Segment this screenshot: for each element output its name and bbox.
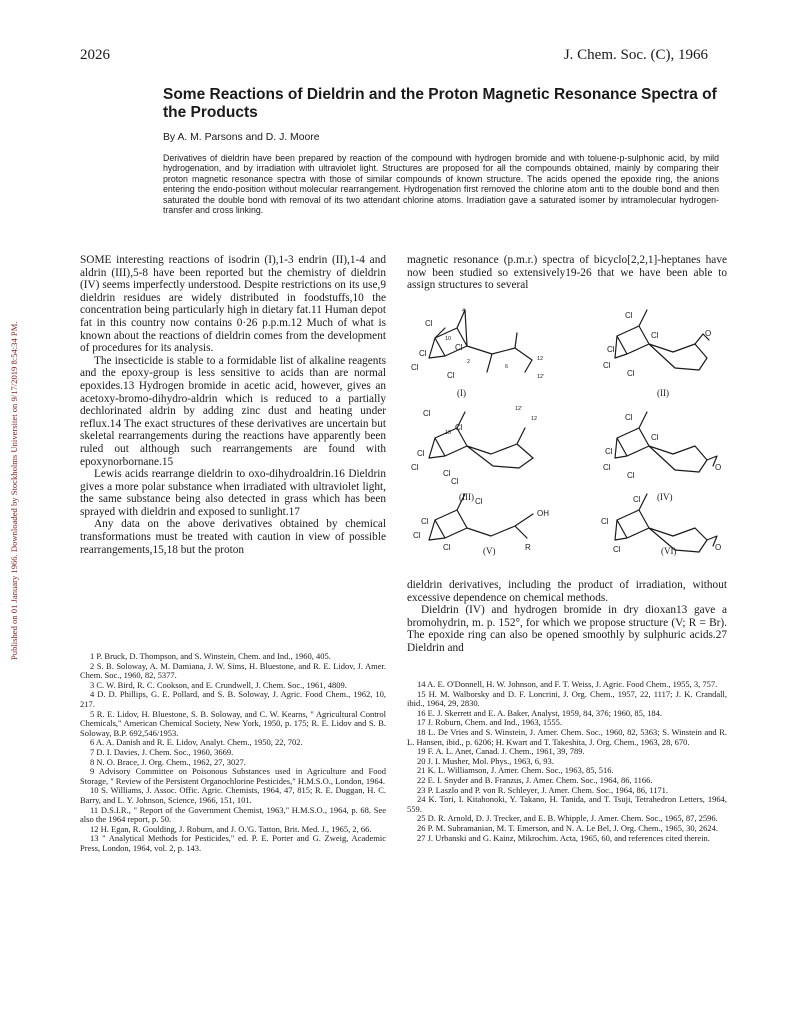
position-label: 10 bbox=[445, 336, 452, 342]
references-left bbox=[80, 652, 386, 853]
publication-stamp-text: Published on 01 January 1966. Downloaded by Stockholms Universitet on 9/17/2019 8:54:34 PM. bbox=[9, 321, 19, 660]
atom-label: Cl bbox=[411, 363, 419, 372]
structure-label-III: (III) bbox=[459, 492, 474, 502]
reference-item: 18 L. De Vries and S. Winstein, J. Amer. Chem. Soc., 1960, 82, 5363; S. Winstein and R. L. Hansen, ibid., p. 6206; H. Kwart and T. Takeshita, J. Org. Chem., 1963, 28, 670. bbox=[407, 726, 727, 747]
journal-reference: J. Chem. Soc. (C), 1966 bbox=[563, 47, 708, 63]
atom-label: Cl bbox=[627, 369, 635, 378]
reference-item: 5 R. E. Lidov, H. Bluestone, S. B. Soloway, and C. W. Kearns, " Agricultural Control Chemicals," American Chemical Society, New York, 1950, p. 175; R. E. Lidov and S. B. Soloway, B.P. 692,546/1953. bbox=[80, 708, 386, 738]
atom-label: Cl bbox=[601, 517, 609, 526]
paragraph-intro: SOME interesting reactions of isodrin (I),1-3 endrin (II),1-4 and aldrin (III),5-8 have been reported but the chemistry of dieldrin (IV) seems imperfectly understood. Despite restrictions on its use,9 dieldrin residues are widely distributed in foodstuffs,10 the concentration being particularly high in dietary fat.11 Human depot fat in this country now contains 0·26 p.p.m.12 Much of what is known about the reactions of dieldrin comes from the development of procedures for its analysis. bbox=[80, 254, 386, 355]
reference-item: 21 K. L. Williamson, J. Amer. Chem. Soc., 1963, 85, 516. bbox=[417, 765, 614, 776]
position-label: 12' bbox=[537, 374, 545, 380]
reference-item: 14 A. E. O'Donnell, H. W. Johnson, and F. T. Weiss, J. Agric. Food Chem., 1955, 3, 757. bbox=[417, 679, 718, 689]
atom-label: Cl bbox=[603, 361, 611, 370]
reference-item: 13 " Analytical Methods for Pesticides," ed. P. E. Porter and G. Zweig, Academic Press, London, 1964, vol. 2, p. 143. bbox=[80, 833, 386, 853]
reference-item: 19 F. A. L. Anet, Canad. J. Chem., 1961, 39, 789. bbox=[417, 746, 585, 757]
atom-label: Cl bbox=[447, 371, 455, 380]
atom-label: Cl bbox=[443, 469, 451, 478]
atom-label: Cl bbox=[455, 423, 463, 432]
structure-VI bbox=[601, 494, 721, 556]
structure-label-V: (V) bbox=[483, 546, 496, 556]
chemical-structures-figure bbox=[407, 288, 727, 560]
atom-label: Cl bbox=[627, 471, 635, 480]
position-label: 6 bbox=[505, 364, 509, 370]
article-abstract: Derivatives of dieldrin have been prepared by reaction of the compound with hydrogen bromide and with toluene-p-sulphonic acid, by mild hydrogenation, and by irradiation with ultraviolet light. Structures are proposed for all the compounds obtained, mainly by comparing their proton magnetic resonance spectra with those of similar compounds of known structure. The acids opened the epoxide ring, the anions entering the endo-position without molecular rearrangement. Hydrogenation first removed the chlorine atom anti to the double bond and then saturated the double bond with removal of its two attendant chlorine atoms. Irradiation gave a saturated isomer by intramolecular hydrogen-transfer and cross linking. bbox=[163, 153, 719, 216]
position-label: 4 bbox=[462, 308, 466, 314]
article-title: Some Reactions of Dieldrin and the Proton Magnetic Resonance Spectra of the Products bbox=[163, 86, 717, 121]
reference-item: 17 J. Roburn, Chem. and Ind., 1963, 1555. bbox=[417, 717, 562, 728]
references-right bbox=[407, 680, 727, 843]
reference-item: 2 S. B. Soloway, A. M. Damiana, J. W. Sims, H. Bluestone, and R. E. Lidov, J. Amer. Chem. Soc., 1960, 82, 5377. bbox=[80, 660, 386, 681]
paragraph-derivatives: dieldrin derivatives, including the product of irradiation, without excessive dependence on chemical methods. bbox=[407, 579, 727, 604]
structure-I bbox=[411, 308, 544, 398]
atom-label: Cl bbox=[425, 319, 433, 328]
atom-label: Cl bbox=[451, 477, 459, 486]
atom-label: Cl bbox=[613, 545, 621, 554]
atom-label: Cl bbox=[633, 495, 641, 504]
reference-item: 4 D. D. Phillips, G. E. Pollard, and S. B. Soloway, J. Agric. Food Chem., 1962, 10, 217. bbox=[80, 689, 386, 709]
paragraph-hydrogen-bromide: Dieldrin (IV) and hydrogen bromide in dry dioxan13 gave a bromohydrin, m. p. 152°, for which we propose structure (V; R = Br). The epoxide ring can also be opened smoothly by sulphuric acids.27 Dieldrin and bbox=[407, 604, 727, 654]
structure-V bbox=[413, 477, 549, 556]
position-label: 12 bbox=[531, 416, 538, 422]
atom-label: Cl bbox=[417, 449, 425, 458]
reference-item: 10 S. Williams, J. Assoc. Offic. Agric. Chemists, 1964, 47, 815; R. E. Duggan, H. C. Barry, and L. Y. Johnson, Science, 1966, 151, 101. bbox=[80, 785, 386, 805]
atom-label: Cl bbox=[421, 517, 429, 526]
paragraph-data-caution: Any data on the above derivatives obtained by chemical transformations must be treated with caution in view of possible rearrangements,15,18 but the proton bbox=[80, 518, 386, 556]
atom-label: Cl bbox=[607, 345, 615, 354]
atom-label: Cl bbox=[605, 447, 613, 456]
structure-II bbox=[603, 310, 711, 398]
atom-label: Cl bbox=[603, 463, 611, 472]
structure-label-I: (I) bbox=[457, 388, 466, 398]
position-label: 2 bbox=[467, 359, 471, 365]
paragraph-lewis-acids: Lewis acids rearrange dieldrin to oxo-dihydroaldrin.16 Dieldrin gives a more polar substance when irradiated with ultraviolet light, the same substance being also detected in grass which has been sprayed with dieldrin and exposed to sunlight.17 bbox=[80, 468, 386, 518]
structure-label-VI: (VI) bbox=[661, 546, 677, 556]
page-number: 2026 bbox=[80, 47, 110, 63]
reference-item: 15 H. M. Walborsky and D. F. Loncrini, J. Org. Chem., 1957, 22, 1117; J. K. Crandall, ibid., 1964, 29, 2830. bbox=[407, 688, 727, 709]
position-label: 12 bbox=[537, 356, 544, 362]
reference-item: 9 Advisory Committee on Poisonous Substances used in Agriculture and Food Storage, " Review of the Persistent Organochlorine Pesticides," H.M.S.O., London, 1964. bbox=[80, 766, 386, 786]
reference-item: 25 D. R. Arnold, D. J. Trecker, and E. B. Whipple, J. Amer. Chem. Soc., 1965, 87, 2596. bbox=[417, 813, 718, 824]
reference-item: 11 D.S.I.R., " Report of the Government Chemist, 1963," H.M.S.O., 1964, p. 68. See also the 1964 report, p. 50. bbox=[80, 804, 386, 825]
reference-item: 20 J. I. Musher, Mol. Phys., 1963, 6, 93. bbox=[417, 755, 554, 766]
atom-label: Cl bbox=[625, 413, 633, 422]
atom-label: Cl bbox=[443, 543, 451, 552]
atom-label: Cl bbox=[651, 433, 659, 442]
reference-item: 12 H. Egan, R. Goulding, J. Roburn, and J. O.'G. Tatton, Brit. Med. J., 1965, 2, 66. bbox=[90, 823, 372, 834]
reference-item: 24 K. Tori, I. Kitahonoki, Y. Takano, H. Tanida, and T. Tsuji, Tetrahedron Letters, 1964, 559. bbox=[407, 794, 727, 814]
reference-item: 6 A. A. Danish and R. E. Lidov, Analyt. Chem., 1950, 22, 702. bbox=[90, 737, 303, 748]
reference-item: 7 D. I. Davies, J. Chem. Soc., 1960, 3669. bbox=[90, 746, 234, 757]
reference-item: 8 N. O. Brace, J. Org. Chem., 1962, 27, 3027. bbox=[90, 756, 246, 767]
reference-item: 22 E. I. Snyder and B. Franzus, J. Amer. Chem. Soc., 1964, 86, 1166. bbox=[417, 774, 653, 785]
position-label: 10 bbox=[445, 430, 452, 436]
atom-label: OH bbox=[537, 509, 549, 518]
body-column-right-top bbox=[407, 254, 727, 292]
atom-label: Cl bbox=[413, 531, 421, 540]
structure-III bbox=[411, 406, 537, 502]
reference-item: 16 E. J. Skerrett and E. A. Baker, Analyst, 1959, 84, 376; 1960, 85, 184. bbox=[417, 707, 662, 718]
atom-label: Cl bbox=[419, 349, 427, 358]
atom-label: Cl bbox=[625, 311, 633, 320]
atom-label: Cl bbox=[455, 343, 463, 352]
reference-item: 26 P. M. Subramanian, M. T. Emerson, and N. A. Le Bel, J. Org. Chem., 1965, 30, 2624. bbox=[417, 822, 719, 833]
reference-item: 1 P. Bruck, D. Thompson, and S. Winstein, Chem. and Ind., 1960, 405. bbox=[90, 651, 331, 661]
atom-label: O bbox=[715, 543, 722, 552]
reference-item: 27 J. Urbanski and G. Kainz, Mikrochim. Acta, 1965, 60, and references cited therein. bbox=[417, 832, 710, 843]
structure-label-IV: (IV) bbox=[657, 492, 673, 502]
atom-label: Cl bbox=[475, 497, 483, 506]
atom-label: R bbox=[525, 543, 531, 552]
article-authors: By A. M. Parsons and D. J. Moore bbox=[163, 132, 320, 143]
atom-label: Cl bbox=[411, 463, 419, 472]
reference-item: 3 C. W. Bird, R. C. Cookson, and E. Crundwell, J. Chem. Soc., 1961, 4809. bbox=[90, 679, 347, 690]
atom-label: O bbox=[705, 329, 712, 338]
structure-IV bbox=[603, 412, 721, 502]
atom-label: O bbox=[715, 463, 722, 472]
body-column-right-bottom bbox=[407, 579, 727, 655]
atom-label: Cl bbox=[423, 409, 431, 418]
atom-label: Cl bbox=[651, 331, 659, 340]
structure-label-II: (II) bbox=[657, 388, 669, 398]
paragraph-pmr: magnetic resonance (p.m.r.) spectra of bicyclo[2,2,1]-heptanes have now been studied so extensively19-26 that we have been able to assign structures to several bbox=[407, 254, 727, 292]
position-label: 12' bbox=[515, 406, 523, 412]
publication-stamp bbox=[0, 140, 19, 660]
body-column-left bbox=[80, 254, 386, 556]
paragraph-insecticide: The insecticide is stable to a formidable list of alkaline reagents and the epoxy-group is less sensitive to acids than are normal epoxides.13 Hydrogen bromide in acetic acid, however, gives an acetoxy-bromo-dihydro-aldrin which is reduced to a partially dechlorinated aldrin by adding zinc dust and heating under reflux.14 The exact structures of these derivatives are uncertain but skeletal rearrangements during the reactions have apparently been ruled out although such rearrangements are found with epoxynorbornane.15 bbox=[80, 354, 386, 468]
reference-item: 23 P. Laszlo and P. von R. Schleyer, J. Amer. Chem. Soc., 1964, 86, 1171. bbox=[417, 784, 669, 795]
